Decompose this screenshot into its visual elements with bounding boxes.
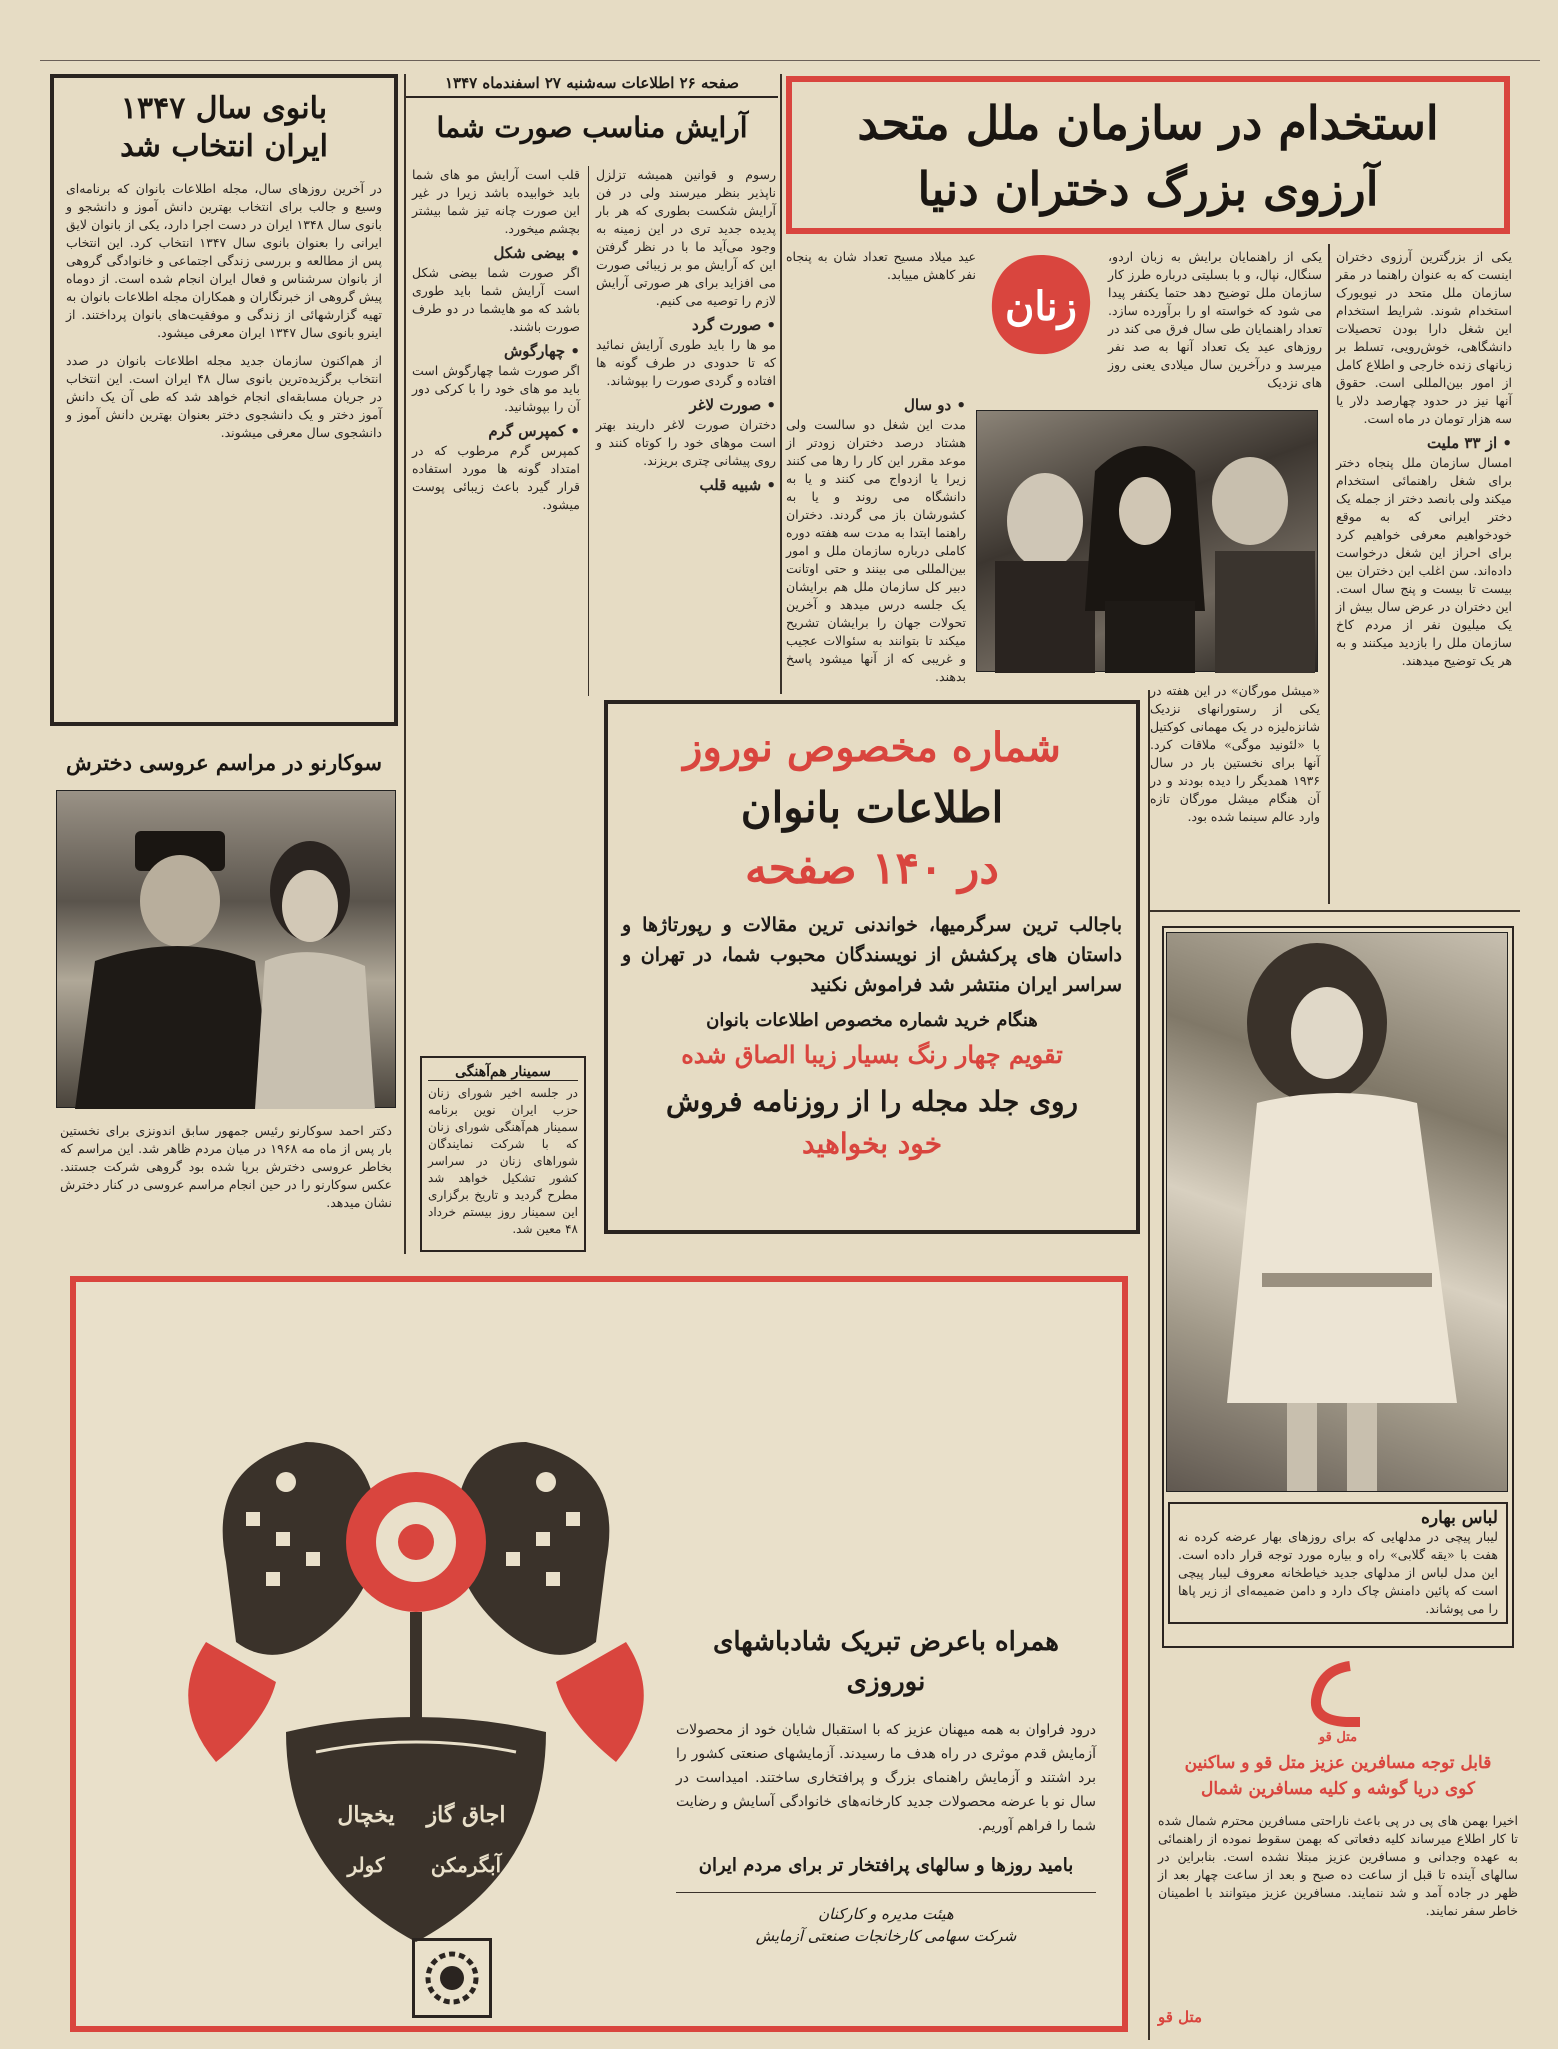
nowruz-line-5: تقویم چهار رنگ بسیار زیبا الصاق شده <box>681 1040 1063 1069</box>
col-rule-center <box>780 74 782 694</box>
hair-col-divider <box>588 166 589 696</box>
hair-col-a <box>596 166 776 706</box>
un-guides-photo <box>976 410 1318 672</box>
col-rule-right <box>1148 690 1150 2040</box>
fashion-body: لیبار پیچی در مدلهایی که برای روزهای بهار عرضه کرده نه هفت با «یقه گلابی» راه و بیاره مورد توجه قرار داده است. این مدل لباس از مدلهای جدید خیاطخانه معروف لیبار پیچی است که پائین دامنش چاک دارد و دامن ضمیمه‌ای از زیر پاها را می پوشاند. <box>1178 1529 1498 1616</box>
company-emblem-icon <box>412 1938 492 2018</box>
lady-of-year-title-2: ایران انتخاب شد <box>120 129 328 164</box>
main-story-col1b-text: امسال سازمان ملل پنجاه دختر برای شغل راهنمائی استخدام میکند ولی بانصد دختر از جمله یک دختر ایرانی که به موقع خودخواهیم معرفی خواهیم کرد برای احراز این شغل درخواست داده‌اند. سن اغلب این دختران بین بیست تا بیست و پنج سال است. این دختران در عرض سال بیش از یک میلیون نفر از مردم کاخ سازمان ملل را بازدید میکنند و به هر یک توضیح میدهند. <box>1336 455 1512 668</box>
sukarno-photo-figures <box>55 791 395 1109</box>
main-story-col2 <box>1108 248 1322 398</box>
hair-subhead-round: • صورت گرد <box>692 316 776 334</box>
ad-sign-1: هیئت مدیره و کارکنان <box>818 1905 954 1923</box>
hair-article-title: آرایش مناسب صورت شما <box>436 111 748 144</box>
fashion-photo <box>1166 932 1508 1492</box>
hair-col-b2-text: اگر صورت شما بیضی شکل است آرایش شما باید طوری باشد که مو هایشما در دو طرف صورت باشند. <box>412 265 580 334</box>
nowruz-line-2: اطلاعات بانوان <box>740 783 1004 832</box>
seminar-box <box>420 1056 586 1252</box>
lady-of-year-body-text: در آخرین روزهای سال، مجله اطلاعات بانوان که برنامه‌ای وسیع و جالب برای انتخاب بهترین دانش آموز و دانشجو و بانوی سال ۱۳۴۸ ایران در دست اجرا دارد، یکی از بانوان لایق ایرانی را بعنوان بانوی سال ۱۳۴۷ انتخاب کرد. این انتخاب پس از مطالعه و بررسی زندگی اجتماعی و خانوادگی گروهی از بانوان سرشناس و فعال ایران انجام شده است. از دوماه پیش گروهی از خبرنگاران و همکاران مجله اطلاعات بانوان به تهیه گزارشهائی از زندگی و موفقیت‌های بانوان پرداختند. از اینرو بانوی سال ۱۳۴۷ ایران معرفی میشود. <box>66 181 382 340</box>
sukarno-title: سوکارنو در مراسم عروسی دخترش <box>66 750 382 775</box>
lady-of-year-body-2-text: از هم‌اکنون سازمان جدید مجله اطلاعات بانوان در صدد انتخاب برگزیده‌ترین بانوی سال ۴۸ ایران است. این انتخاب در جریان مسابقه‌ای انجام خواهد شد که طی آن یک دانش آموز دختر و یک دانشجوی دختر بعنوان بهترین دانش آموز و دانشجوی سال معرفی میشوند. <box>66 353 382 440</box>
main-story-col1-text: یکی از بزرگترین آرزوی دختران اینست که به عنوان راهنما در مقر سازمان ملل متحد در نیویورک استخدام شوند. شرایط استخدام این شغل دارا بودن تحصیلات دانشگاهی، خوش‌رویی، تسلط بر زبانهای زنده خارجی و اطلاع کامل از امور بین‌المللی است. حقوق آنها نیز در حدود چهارصد دلار یا سه هزار تومان در ماه است. <box>1336 249 1512 426</box>
zanan-logo-shape <box>986 250 1096 360</box>
main-story-col2b-text: عید میلاد مسیح تعداد شان به پنجاه نفر کاهش مییابد. <box>786 249 976 282</box>
hair-col-a2-text: مو ها را باید طوری آرایش نمائید که تا حدودی در طرف گونه ها افتاده و گردی صورت را بپوشاند. <box>596 337 776 388</box>
seminar-body: در جلسه اخیر شورای زنان حزب ایران نوین برنامه سمینار هم‌آهنگی شورای زنان که با شرکت نمایندگان شوراهای زنان در سراسر کشور تشکیل خواهد شد مطرح گردید و تاریخ برگزاری این سمینار روز بیستم خرداد ۴۸ معین شد. <box>428 1086 578 1236</box>
main-headline-box <box>786 76 1510 234</box>
tulip-vase-shape <box>286 1717 546 1942</box>
ad-body: درود فراوان به همه میهنان عزیز که با استقبال شایان خود از محصولات آزمایش قدم موثری در راه هدف ما رسیدند. آزمایشهای صنعتی کشور را برد اشتند و آزمایش راهنمای بزرگ و پرافتخاری ساختند. امیداست در سال نو با عرضه محصولات جدید کارخانه‌های خانوادگی آسایش و رضایت شما را فراهم آوریم. <box>676 1722 1096 1834</box>
nowruz-line-6: روی جلد مجله را از روزنامه فروش <box>665 1085 1079 1118</box>
lady-of-year-body <box>54 166 394 442</box>
main-story-col3 <box>786 248 976 378</box>
top-rule <box>40 60 1540 61</box>
ad-text-block <box>676 1622 1096 1945</box>
main-story-col2c <box>786 390 966 690</box>
ad-slogan: بامید روزها و سالهای پرافتخار تر برای مردم ایران <box>698 1855 1074 1876</box>
hair-col-b4-text: کمپرس گرم مرطوب که در امتداد گونه ها مورد استفاده قرار گیرد باعث زیبائی پوست میشود. <box>412 443 580 512</box>
motel-logo-text: متل قو <box>1318 1730 1358 1745</box>
main-col-divider-1 <box>1328 244 1330 904</box>
vase-label-3: کولر <box>347 1853 385 1877</box>
main-story-subhead-2: • دو سال <box>904 396 966 414</box>
zanan-logo-text: زنان <box>1004 283 1078 330</box>
right-bird-shape <box>455 1442 644 1762</box>
nowruz-line-3: در ۱۴۰ صفحه <box>744 843 999 894</box>
col-rule-left <box>404 74 406 1254</box>
fashion-title: لباس بهاره <box>1420 1508 1498 1528</box>
motel-footer: متل قو <box>1158 2008 1203 2026</box>
fashion-caption-box <box>1168 1502 1508 1624</box>
main-headline-2: آرزوی بزرگ دختران دنیا <box>917 162 1379 216</box>
hair-col-b-text: قلب است آرایش مو های شما باید خوابیده باشد زیرا در غیر این صورت چانه تیز شما بیشتر بچشم میخورد. <box>412 167 580 236</box>
vase-label-1: یخچال <box>337 1802 395 1828</box>
main-headline-1: استخدام در سازمان ملل متحد <box>857 96 1439 150</box>
motel-title-1: قابل توجه مسافرین عزیز متل قو و ساکنین <box>1184 1753 1492 1773</box>
ad-sign-2: شرکت سهامی کارخانجات صنعتی آزمایش <box>755 1927 1017 1945</box>
fashion-box <box>1162 926 1514 1648</box>
hair-subhead-thin: • صورت لاغر <box>689 396 776 414</box>
ad-divider <box>676 1892 1096 1893</box>
seminar-title: سمینار هم‌آهنگی <box>428 1064 578 1081</box>
left-bird-shape <box>188 1442 377 1762</box>
hair-col-a3-text: دختران صورت لاغر داریند بهتر است موهای خود را کوتاه کنند و روی پیشانی چتری بریزند. <box>596 417 776 468</box>
hair-subhead-square: • چهارگوش <box>503 342 580 360</box>
nowruz-line-1: شماره مخصوص نوروز <box>683 724 1061 771</box>
sukarno-photo <box>56 790 396 1108</box>
photo-caption-text: «میشل مورگان» در این هفته در یکی از رستورانهای نزدیک شانزه‌لیزه در یک مهمانی کوکتیل با «لئونید موگی» ملاقات کرد. آنها برای نخستین بار در سال ۱۹۳۶ همدیگر را دیده بودند و در آن هنگام میشل مورگان تازه وارد عالم سینما شده بود. <box>1150 683 1320 824</box>
vase-label-2: اجاق گاز <box>426 1802 506 1828</box>
motel-logo-icon <box>1290 1660 1370 1730</box>
vase-label-4: آبگرمکن <box>430 1853 502 1877</box>
hair-col-a-text: رسوم و قوانین همیشه تزلزل ناپذیر بنظر میرسند ولی در فن آرایش شکست بطوری که هر بار پدیده جدید تری در این زمینه به وجود می‌آید ما با در نظر گرفتن این که آرایش مو بر زیبائی صورت می افزاید برای هر صورتی آرایش لازم را توصیه می کنیم. <box>596 167 776 308</box>
header-strip <box>406 74 778 98</box>
zanan-logo <box>986 250 1096 360</box>
main-story-col1 <box>1336 248 1512 888</box>
motel-ad <box>1150 1660 1526 2040</box>
appliance-ad <box>70 1276 1128 2032</box>
sukarno-caption: دکتر احمد سوکارنو رئیس جمهور سابق اندونزی برای نخستین بار پس از ماه مه ۱۹۶۸ در میان مردم ظاهر شد. این مراسم که بخاطر عروسی دخترش برپا شده بود گروهی شرکت جستند. عکس سوکارنو را در حین انجام مراسم عروسی در کنار دخترش نشان میدهد. <box>60 1123 392 1210</box>
fashion-photo-figure <box>1167 933 1507 1491</box>
main-story-col2c-text: مدت این شغل دو سالست ولی هشتاد درصد دختران زودتر از موعد مقرر این کار را رها می کنند زیرا یا ازدواج می کنند و یا به دانشگاه می روند و یا به کشورشان باز می گردند. دختران راهنما ابتدا به مدت سه هفته دوره کاملی درباره سازمان ملل و امور بین‌المللی می بینند و حتی اوتانت دبیر کل سازمان ملل هم برایشان یک جلسه درس میدهد و آخرین تحولات جهان را برایشان تشریح میکند تا بتوانند به سئوالات عجیب و غریبی که از آنها میشود پاسخ بدهند. <box>786 417 966 684</box>
ad-headline: همراه باعرض تبریک شادباشهای نوروزی <box>713 1627 1059 1697</box>
hair-subhead-oval: • بیضی شکل <box>493 244 580 262</box>
main-story-subhead-1: • از ۳۳ ملیت <box>1426 434 1512 452</box>
main-story-col2-text: یکی از راهنمایان برایش به زبان اردو، سنگال، نپال، و با بسلیتی درباره طرز کار سازمان ملل توضیح دهد حتما یکنفر پیدا می شود که خواسته او را برآورده سازد. تعداد راهنمایان طی سال فرق می کند در روزهای عید یک تعداد آنها به صد نفر میرسد و درآخرین سال میلادی یعنی روز های نزدیک <box>1108 249 1322 390</box>
motel-body: اخیرا بهمن های پی در پی باعث ناراحتی مسافرین محترم شمال شده تا کار اطلاع میرساند کلیه دفعاتی که بهمن سقوط نموده از راهنمائی به عهده وجدانی و مسافرین عزیز مبتلا نشده است. بنابراین در سالهای آینده تا قبل از ساعت ده صبح و بعد از ساعت چهار بعد از ظهر در جاده آمد و شد ننمایند. مسافرین عزیز میتوانند با اطمینان خاطر سفر نمایند. <box>1158 1813 1518 1918</box>
nowruz-line-7: خود بخواهید <box>801 1127 942 1160</box>
hair-col-b <box>412 166 580 1066</box>
hair-subhead-heart: • شبیه قلب <box>699 476 776 494</box>
hair-subhead-compress: • کمپرس گرم <box>488 422 580 440</box>
un-guides-photo-figures <box>975 411 1317 673</box>
page-header-line: صفحه ۲۶ اطلاعات سه‌شنبه ۲۷ اسفندماه ۱۳۴۷ <box>444 74 740 92</box>
stem-shape <box>410 1612 422 1732</box>
nowruz-line-4: هنگام خرید شماره مخصوص اطلاعات بانوان <box>706 1010 1038 1031</box>
nowruz-ad-box <box>604 700 1140 1234</box>
nowruz-body: باجالب ترین سرگرمیها، خواندنی ترین مقالات و رپورتاژها و داستان های پرکشش از نویسندگان محبوب شما، در تهران و سراسر ایران منتشر شد فراموش نکنید <box>622 914 1122 996</box>
gear-icon <box>422 1948 482 2008</box>
lady-of-year-title-1: بانوی سال ۱۳۴۷ <box>120 91 328 126</box>
hair-col-b3-text: اگر صورت شما چهارگوش است باید مو های خود را با کرکی دور آن را بپوشانید. <box>412 363 580 414</box>
main-story-bottom-rule <box>1150 910 1520 912</box>
photo-caption <box>1150 682 1320 902</box>
ad-illustration <box>166 1402 666 1962</box>
lady-of-year-box <box>50 74 398 726</box>
sun-flower-icon <box>346 1472 486 1612</box>
motel-title-2: کوی دریا گوشه و کلیه مسافرین شمال <box>1200 1779 1476 1799</box>
